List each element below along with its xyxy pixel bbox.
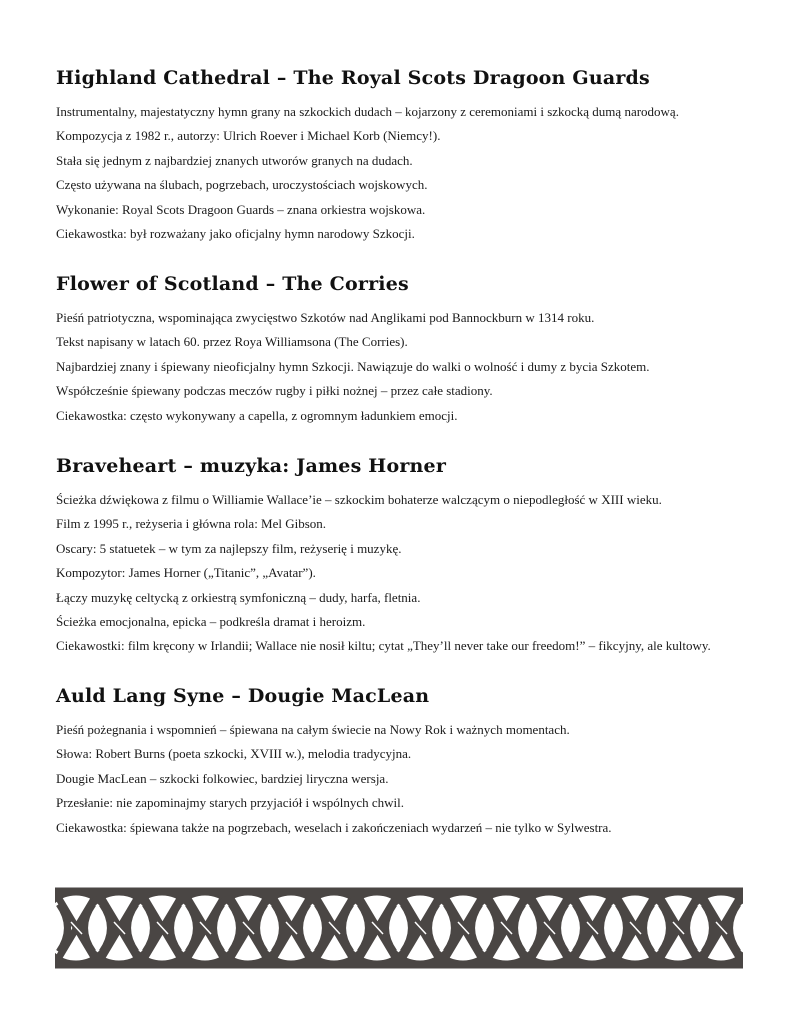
list-item: Ścieżka emocjonalna, epicka – podkreśla dramat i heroizm. xyxy=(56,614,366,630)
list-item: Najbardziej znany i śpiewany nieoficjalny hymn Szkocji. Nawiązuje do walki o wolność i dumy z bycia Szkotem. xyxy=(56,358,650,374)
list-item: Pieśń patriotyczna, wspominająca zwycięstwo Szkotów nad Anglikami pod Bannockburn w 1314 roku. xyxy=(56,310,595,325)
list-item: Tekst napisany w latach 60. przez Roya Williamsona (The Corries). xyxy=(56,334,408,350)
section-flower-of-scotland xyxy=(56,269,756,428)
list-item: Często używana na ślubach, pogrzebach, uroczystościach wojskowych. xyxy=(56,177,428,193)
list-item: Ciekawostki: film kręcony w Irlandii; Wallace nie nosił kiltu; cytat „They’ll never take our freedom!” – fikcyjny, ale kultowy. xyxy=(56,638,711,654)
list-item: Słowa: Robert Burns (poeta szkocki, XVIII w.), melodia tradycyjna. xyxy=(56,746,412,762)
list-item: Pieśń pożegnania i wspomnień – śpiewana na całym świecie na Nowy Rok i ważnych momentach. xyxy=(56,722,570,737)
list-item: Instrumentalny, majestatyczny hymn grany na szkockich dudach – kojarzony z ceremoniami i szkocką dumą narodową. xyxy=(56,104,679,119)
section-braveheart xyxy=(56,451,756,659)
knot-pattern xyxy=(55,891,743,965)
list-item: Przesłanie: nie zapominajmy starych przyjaciół i wspólnych chwil. xyxy=(56,795,405,811)
list-item: Kompozycja z 1982 r., autorzy: Ulrich Roever i Michael Korb (Niemcy!). xyxy=(56,128,441,144)
list-item: Ciekawostka: śpiewana także na pogrzebach, weselach i zakończeniach wydarzeń – nie tylko w Sylwestra. xyxy=(56,819,612,835)
section-highland-cathedral xyxy=(56,63,756,246)
list-item: Film z 1995 r., reżyseria i główna rola: Mel Gibson. xyxy=(56,516,327,532)
list-item: Łączy muzykę celtycką z orkiestrą symfoniczną – dudy, harfa, fletnia. xyxy=(56,589,421,605)
list-item: Wykonanie: Royal Scots Dragoon Guards – znana orkiestra wojskowa. xyxy=(56,201,426,217)
section-title: Auld Lang Syne – Dougie MacLean xyxy=(56,685,430,707)
list-item: Dougie MacLean – szkocki folkowiec, bardziej liryczna wersja. xyxy=(56,770,389,786)
list-item: Stała się jednym z najbardziej znanych utworów granych na dudach. xyxy=(56,152,413,168)
list-item: Ścieżka dźwiękowa z filmu o Williamie Wallace’ie – szkockim bohaterze walczącym o niepodległość w XIII wieku. xyxy=(56,492,662,507)
list-item: Współcześnie śpiewany podczas meczów rugby i piłki nożnej – przez całe stadiony. xyxy=(56,383,493,399)
list-item: Ciekawostka: często wykonywany a capella, z ogromnym ładunkiem emocji. xyxy=(56,407,458,423)
section-auld-lang-syne xyxy=(56,681,756,840)
list-item: Kompozytor: James Horner („Titanic”, „Avatar”). xyxy=(56,565,316,581)
list-item: Ciekawostka: był rozważany jako oficjalny hymn narodowy Szkocji. xyxy=(56,226,415,242)
celtic-knot-border xyxy=(55,884,743,972)
list-item: Oscary: 5 statuetek – w tym za najlepszy film, reżyserię i muzykę. xyxy=(56,540,402,556)
section-title: Braveheart – muzyka: James Horner xyxy=(56,455,447,477)
section-title: Flower of Scotland – The Corries xyxy=(56,273,409,295)
section-title: Highland Cathedral – The Royal Scots Dragoon Guards xyxy=(56,67,650,89)
